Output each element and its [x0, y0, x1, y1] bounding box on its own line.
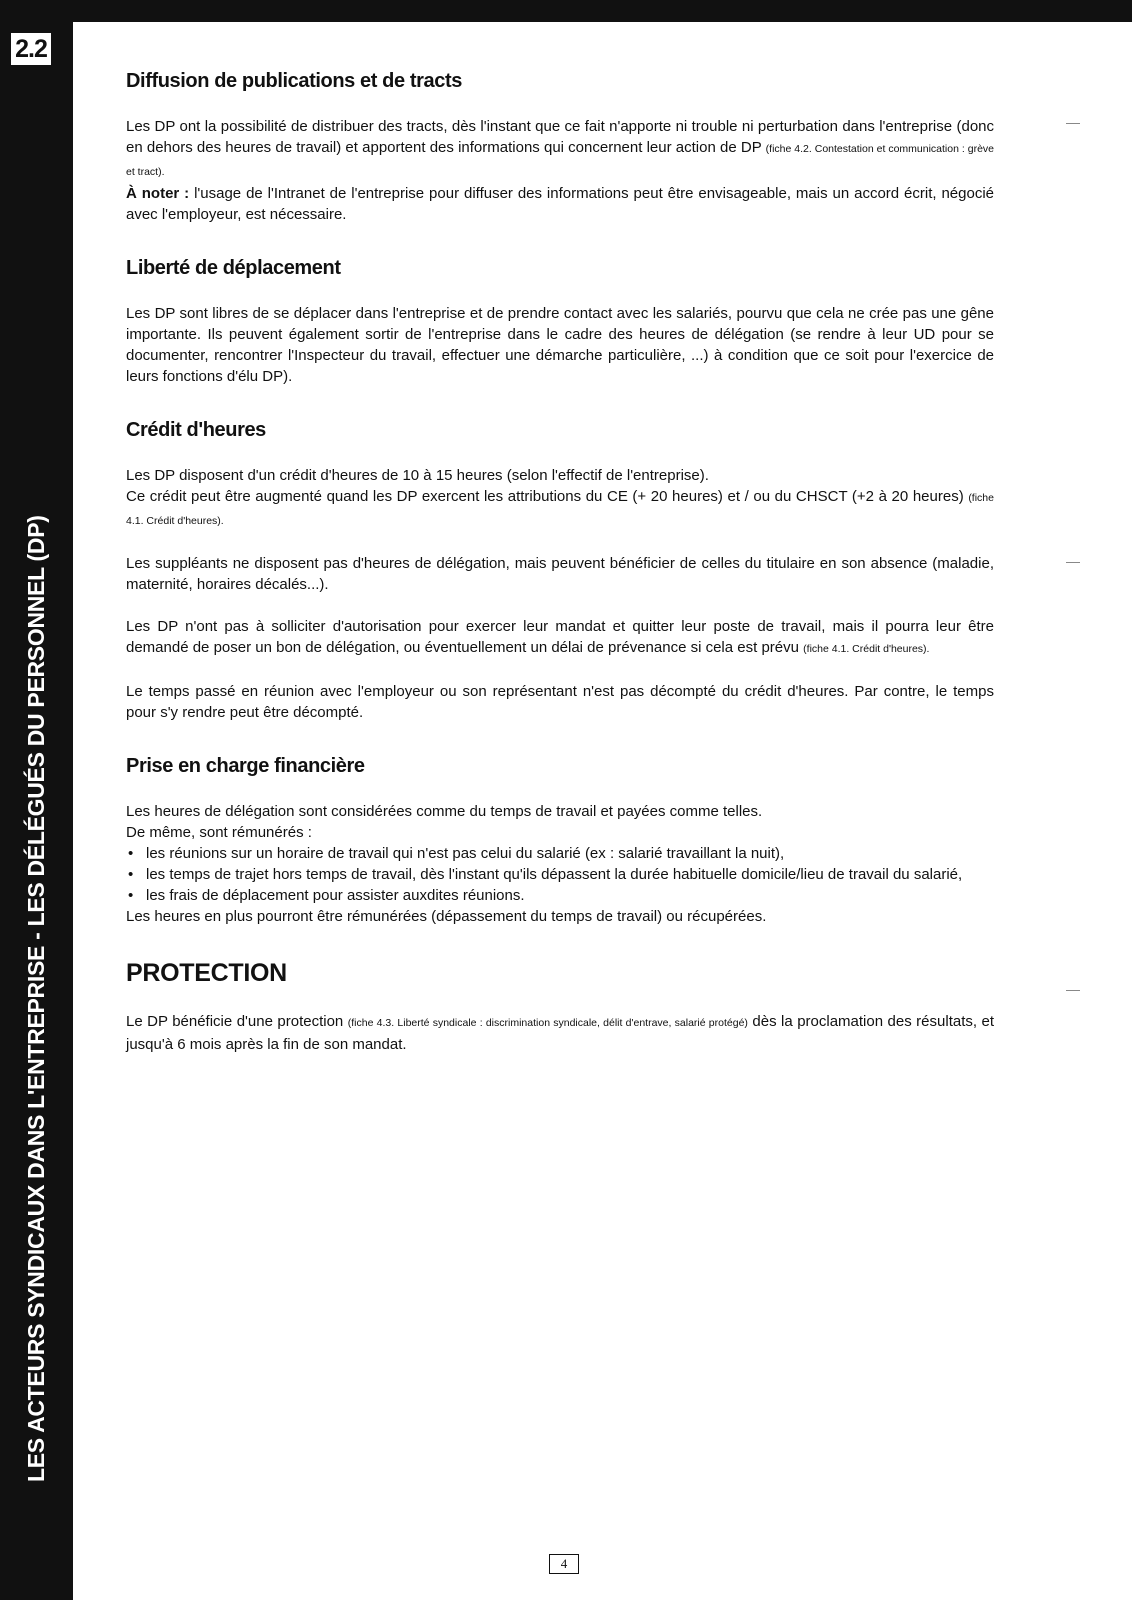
top-black-band [0, 0, 1132, 22]
heading-protection: PROTECTION [126, 959, 287, 987]
bullet-icon: • [128, 887, 134, 904]
page-number: 4 [549, 1554, 579, 1574]
side-chapter-title: LES ACTEURS SYNDICAUX DANS L'ENTREPRISE - LES DÉLÉGUÉS DU PERSONNEL (DP) [23, 515, 49, 1482]
heading-credit: Crédit d'heures [126, 419, 266, 441]
credit-autorisation-reference: (fiche 4.1. Crédit d'heures). [803, 643, 930, 655]
page-content [126, 68, 994, 1055]
credit-autorisation-paragraph [126, 616, 994, 660]
protection-text-before: Le DP bénéficie d'une protection [126, 1013, 344, 1030]
credit-autorisation-text: Les DP n'ont pas à solliciter d'autorisation pour exercer leur mandat et quitter leur poste de travail, mais il pourra leur être demandé de poser un bon de délégation, ou éventuellement un délai de prévenance si cela est prévu [126, 618, 994, 656]
prise-line-1: Les heures de délégation sont considérées comme du temps de travail et payées comme telles. [126, 803, 763, 820]
section-number-badge: 2.2 [9, 31, 53, 67]
protection-text-after: dès la proclamation des résultats, et jusqu'à 6 mois après la fin de son mandat. [126, 1013, 995, 1053]
prise-line-3: Les heures en plus pourront être rémunérées (dépassement du temps de travail) ou récupérées. [126, 908, 767, 925]
bullet-icon: • [128, 866, 134, 883]
note-text: l'usage de l'Intranet de l'entreprise pour diffuser des informations peut être envisageable, mais un accord écrit, négocié avec l'employeur, est nécessaire. [126, 185, 995, 223]
heading-liberte: Liberté de déplacement [126, 257, 341, 279]
prise-line-2: De même, sont rémunérés : [126, 824, 312, 841]
protection-fiche-reference: (fiche 4.3. Liberté syndicale : discrimination syndicale, délit d'entrave, salarié protégé) [347, 1017, 748, 1029]
liberte-paragraph: Les DP sont libres de se déplacer dans l'entreprise et de prendre contact avec les salariés, pourvu que cela ne crée pas une gêne importante. Ils peuvent également sortir de l'entreprise dans le cadre des heures de délégation (se rendre à leur UD pour se documenter, rencontrer l'Inspecteur du travail, effectuer une démarche particulière, ...) à condition que ce soit pour l'exercice de leurs fonctions d'élu DP). [126, 305, 994, 385]
credit-fiche-reference: (fiche 4.1. Crédit d'heures). [126, 492, 994, 527]
scan-mark [1066, 562, 1080, 563]
remuneration-list [126, 843, 994, 906]
diffusion-paragraph [126, 116, 994, 183]
list-item: • les frais de déplacement pour assister auxdites réunions. [128, 887, 525, 904]
diffusion-fiche-reference: (fiche 4.2. Contestation et communication : grève et tract). [126, 143, 995, 178]
protection-paragraph [126, 1011, 994, 1055]
list-item: • les réunions sur un horaire de travail qui n'est pas celui du salarié (ex : salarié travaillant la nuit), [128, 845, 785, 862]
heading-prise-en-charge: Prise en charge financière [126, 755, 365, 777]
list-item: • les temps de trajet hors temps de travail, dès l'instant qu'ils dépassent la durée habituelle domicile/lieu de travail du salarié, [128, 866, 963, 883]
scan-mark [1066, 123, 1080, 124]
credit-line-2 [126, 486, 994, 532]
note-label: À noter : [126, 185, 190, 202]
bullet-icon: • [128, 845, 134, 862]
credit-line-2-text: Ce crédit peut être augmenté quand les DP exercent les attributions du CE (+ 20 heures) et / ou du CHSCT (+2 à 20 heures) [126, 488, 964, 505]
credit-reunion-paragraph: Le temps passé en réunion avec l'employeur ou son représentant n'est pas décompté du crédit d'heures. Par contre, le temps pour s'y rendre peut être décompté. [126, 683, 994, 721]
scan-mark [1066, 990, 1080, 991]
credit-suppleants-paragraph: Les suppléants ne disposent pas d'heures de délégation, mais peuvent bénéficier de celles du titulaire en son absence (maladie, maternité, horaires décalés...). [126, 555, 994, 593]
diffusion-text: Les DP ont la possibilité de distribuer des tracts, dès l'instant que ce fait n'apporte ni trouble ni perturbation dans l'entreprise (donc en dehors des heures de travail) et apportent des informations qui concernent leur action de DP [126, 118, 994, 156]
credit-line-1: Les DP disposent d'un crédit d'heures de 10 à 15 heures (selon l'effectif de l'entreprise). [126, 467, 709, 484]
heading-diffusion: Diffusion de publications et de tracts [126, 70, 462, 92]
diffusion-note [126, 183, 994, 225]
